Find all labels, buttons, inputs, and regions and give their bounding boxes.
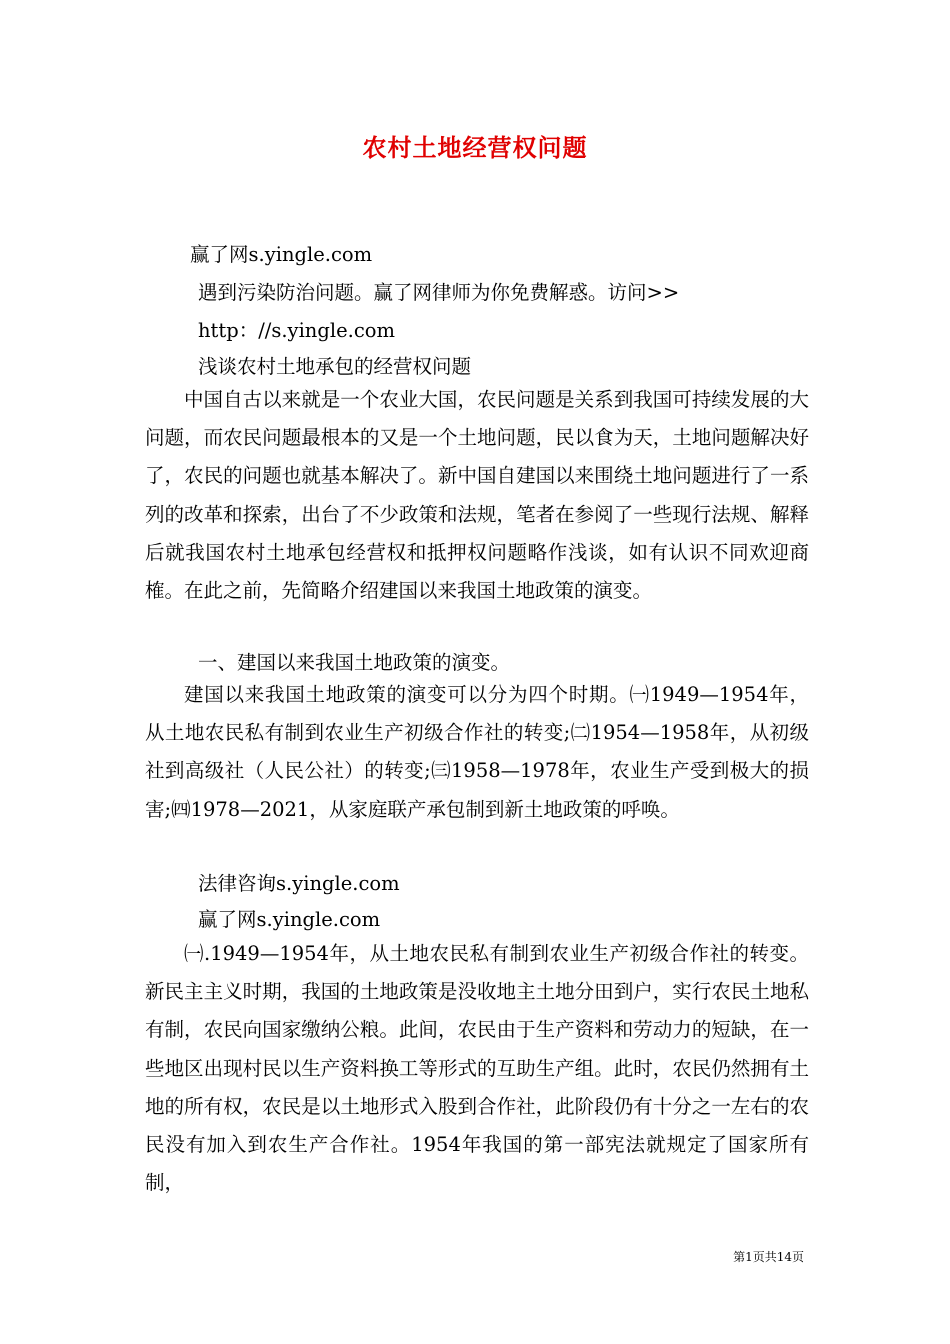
text-line-site-2: 赢了网s.yingle.com bbox=[198, 908, 381, 931]
text-line-legal: 法律咨询s.yingle.com bbox=[198, 872, 400, 895]
text-line-subtitle: 浅谈农村土地承包的经营权问题 bbox=[198, 355, 472, 378]
section-heading-1: 一、建国以来我国土地政策的演变。 bbox=[198, 651, 511, 674]
paragraph-intro: 中国自古以来就是一个农业大国，农民问题是关系到我国可持续发展的大问题，而农民问题最根本的又是一个土地问题，民以食为天，土地问题解决好了，农民的问题也就基本解决了。新中国自建国以来围绕土地问题进行了一系列的改革和探索，出台了不少政策和法规，笔者在参阅了一些现行法规、解释后就我国农村土地承包经营权和抵押权问题略作浅谈，如有认识不同欢迎商榷。在此之前，先简略介绍建国以来我国土地政策的演变。 bbox=[145, 388, 809, 603]
text-line-site: 赢了网s.yingle.com bbox=[190, 243, 373, 266]
text-line-promo: 遇到污染防治问题。赢了网律师为你免费解惑。访问>> bbox=[198, 281, 680, 304]
paragraph-periods: 建国以来我国土地政策的演变可以分为四个时期。㈠1949—1954年，从土地农民私有制到农业生产初级合作社的转变;㈡1954—1958年，从初级社到高级社（人民公社）的转变;㈢1958—1978年，农业生产受到极大的损害;㈣1978—2021，从家庭联产承包制到新土地政策的呼唤。 bbox=[145, 683, 809, 821]
text-line-url: http：//s.yingle.com bbox=[198, 319, 395, 342]
document-title: 农村土地经营权问题 bbox=[362, 133, 588, 162]
page-number: 第1页共14页 bbox=[733, 1250, 804, 1264]
paragraph-period-1: ㈠.1949—1954年，从土地农民私有制到农业生产初级合作社的转变。新民主主义时期，我国的土地政策是没收地主土地分田到户，实行农民土地私有制，农民向国家缴纳公粮。此间，农民由于生产资料和劳动力的短缺，在一些地区出现村民以生产资料换工等形式的互助生产组。此时，农民仍然拥有土地的所有权，农民是以土地形式入股到合作社，此阶段仍有十分之一左右的农民没有加入到农生产合作社。1954年我国的第一部宪法就规定了国家所有制， bbox=[145, 942, 809, 1195]
